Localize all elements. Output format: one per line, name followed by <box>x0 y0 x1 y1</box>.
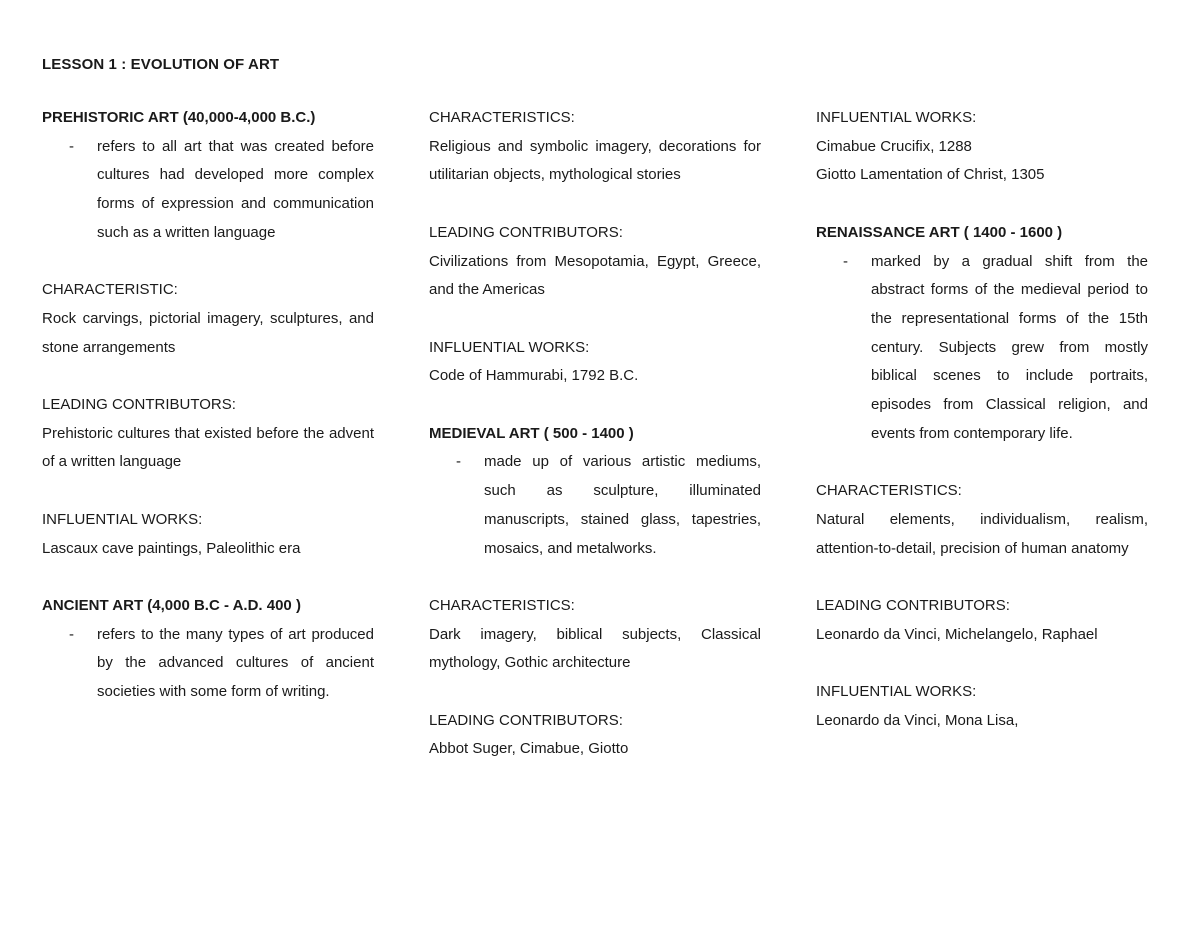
field-value: Giotto Lamentation of Christ, 1305 <box>816 166 1045 184</box>
bullet-text: refers to the many types of art produced by the advanced cultures of ancient societies with some form of writing. <box>97 625 374 700</box>
field-label: CHARACTERISTICS: <box>429 596 575 614</box>
dash-bullet-icon: - <box>69 625 74 643</box>
bullet-item <box>429 448 761 563</box>
field-value: Dark imagery, biblical subjects, Classical mythology, Gothic architecture <box>429 625 761 672</box>
section-heading: PREHISTORIC ART (40,000-4,000 B.C.) <box>42 109 316 126</box>
field-label: LEADING CONTRIBUTORS: <box>42 396 236 413</box>
field-value: Prehistoric cultures that existed before the advent of a written language <box>42 424 374 471</box>
spacer <box>42 248 374 277</box>
column-3 <box>816 104 1148 735</box>
field-label: LEADING CONTRIBUTORS: <box>429 711 623 729</box>
section-heading: RENAISSANCE ART ( 1400 - 1600 ) <box>816 223 1063 241</box>
field-label: LEADING CONTRIBUTORS: <box>429 223 623 241</box>
bullet-text: made up of various artistic mediums, such as sculpture, illuminated manuscripts, stained glass, tapestries, mosaics, and metalworks. <box>484 453 761 557</box>
dash-bullet-icon: - <box>69 137 74 155</box>
field-label: INFLUENTIAL WORKS: <box>816 683 977 700</box>
field-value: Cimabue Crucifix, 1288 <box>816 137 972 155</box>
section-heading: ANCIENT ART (4,000 B.C - A.D. 400 ) <box>42 596 301 614</box>
field-label: INFLUENTIAL WORKS: <box>816 109 977 126</box>
field-value: Civilizations from Mesopotamia, Egypt, Greece, and the Americas <box>429 252 761 299</box>
spacer <box>42 362 374 391</box>
field-value: Leonardo da Vinci, Michelangelo, Raphael <box>816 625 1098 643</box>
spacer <box>816 190 1148 219</box>
dash-bullet-icon: - <box>456 453 461 471</box>
spacer <box>429 678 761 707</box>
field-label: CHARACTERISTICS: <box>816 482 962 500</box>
field-label: INFLUENTIAL WORKS: <box>42 510 203 528</box>
field-value: Rock carvings, pictorial imagery, sculptures, and stone arrangements <box>42 309 374 356</box>
field-value: Leonardo da Vinci, Mona Lisa, <box>816 711 1019 729</box>
field-value: Lascaux cave paintings, Paleolithic era <box>42 539 301 557</box>
spacer <box>429 391 761 420</box>
dash-bullet-icon: - <box>843 252 848 270</box>
bullet-item <box>42 621 374 707</box>
field-label: CHARACTERISTIC: <box>42 281 178 299</box>
bullet-item <box>42 133 374 248</box>
spacer <box>42 477 374 506</box>
field-value: Abbot Suger, Cimabue, Giotto <box>429 740 629 758</box>
section-heading: MEDIEVAL ART ( 500 - 1400 ) <box>429 424 634 442</box>
column-1 <box>42 104 374 707</box>
spacer <box>42 563 374 592</box>
spacer <box>816 649 1148 678</box>
bullet-text: marked by a gradual shift from the abstract forms of the medieval period to the representational forms of the 15th century. Subjects grew from mostly biblical scenes to include portraits, episodes from Classical religion, and events from contemporary life. <box>871 252 1148 442</box>
spacer <box>816 563 1148 592</box>
spacer <box>429 563 761 592</box>
field-value: Code of Hammurabi, 1792 B.C. <box>429 367 639 385</box>
spacer <box>816 448 1148 477</box>
field-label: CHARACTERISTICS: <box>429 109 575 126</box>
bullet-item <box>816 248 1148 449</box>
spacer <box>429 190 761 219</box>
bullet-text: refers to all art that was created before cultures had developed more complex forms of expression and communication such as a written language <box>97 137 374 241</box>
field-value: Religious and symbolic imagery, decorations for utilitarian objects, mythological stories <box>429 137 761 184</box>
field-label: LEADING CONTRIBUTORS: <box>816 596 1010 614</box>
column-2 <box>429 104 761 764</box>
field-value: Natural elements, individualism, realism, attention-to-detail, precision of human anatomy <box>816 510 1148 557</box>
spacer <box>429 305 761 334</box>
page-title: LESSON 1 : EVOLUTION OF ART <box>42 56 280 73</box>
field-label: INFLUENTIAL WORKS: <box>429 338 590 356</box>
